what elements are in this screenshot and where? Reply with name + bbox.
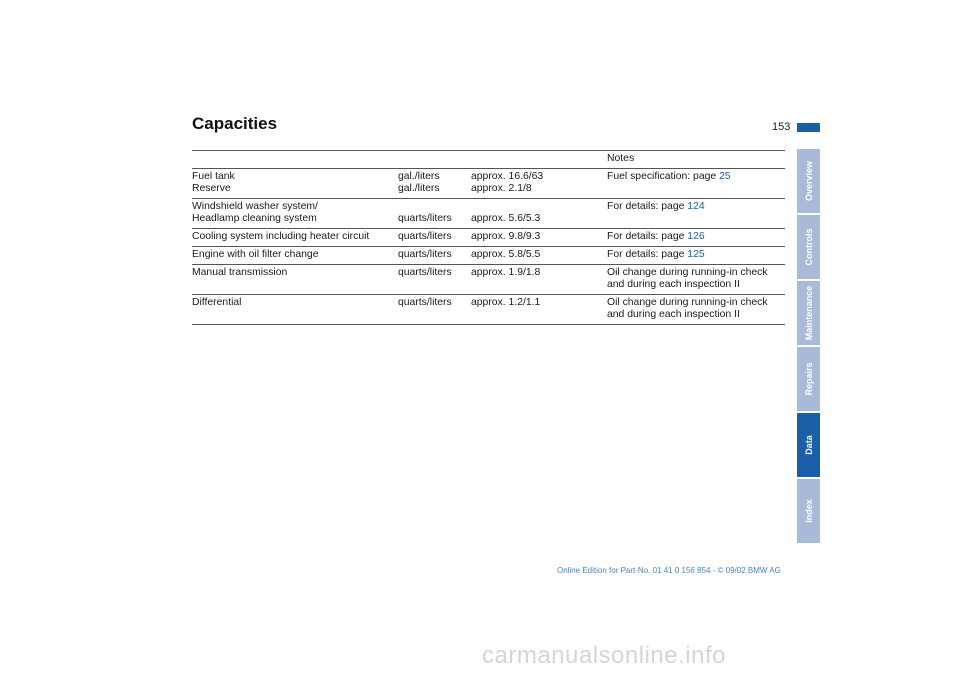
table-row <box>192 229 785 247</box>
table-row <box>192 265 785 295</box>
note-text: Fuel specification: page <box>607 171 720 182</box>
note-text: For details: page <box>607 249 688 260</box>
tab-index[interactable] <box>797 479 820 543</box>
item-cell: Cooling system including heater circuit <box>192 231 370 242</box>
page-link[interactable]: 25 <box>719 171 731 182</box>
header-notes: Notes <box>607 153 635 164</box>
page-title: Capacities <box>192 114 278 133</box>
tab-label: Controls <box>803 228 814 266</box>
notes-cell <box>607 247 785 265</box>
unit-cell: quarts/liters <box>398 267 452 278</box>
table-header-row <box>192 151 785 169</box>
page-number: 153 <box>772 121 791 133</box>
unit-cell: quarts/liters <box>398 213 452 224</box>
amount-cell: approx. 16.6/63 approx. 2.1/8 <box>471 171 544 194</box>
page-link[interactable]: 126 <box>687 231 705 242</box>
item-cell: Windshield washer system/ Headlamp cleaning system <box>192 201 318 224</box>
amount-cell: approx. 1.2/1.1 <box>471 297 541 308</box>
unit-cell: quarts/liters <box>398 231 452 242</box>
capacities-table <box>192 150 785 325</box>
item-cell: Fuel tank Reserve <box>192 171 235 194</box>
tab-controls[interactable] <box>797 215 820 279</box>
tab-label: Maintenance <box>803 285 814 341</box>
amount-cell: approx. 1.9/1.8 <box>471 267 541 278</box>
item-cell: Differential <box>192 297 242 308</box>
tab-data[interactable] <box>797 413 820 477</box>
notes-cell: Oil change during running-in check and during each inspection II <box>607 297 768 320</box>
tab-overview[interactable] <box>797 149 820 213</box>
tab-label: Repairs <box>803 362 814 396</box>
table-row <box>192 169 785 199</box>
unit-cell: quarts/liters <box>398 297 452 308</box>
notes-cell <box>607 199 785 229</box>
notes-cell <box>607 169 785 199</box>
tab-repairs[interactable] <box>797 347 820 411</box>
item-cell: Manual transmission <box>192 267 288 278</box>
note-text: For details: page <box>607 231 688 242</box>
tab-label: Overview <box>803 160 814 202</box>
notes-cell: Oil change during running-in check and during each inspection II <box>607 267 768 290</box>
header-unit <box>398 151 471 169</box>
watermark: carmanualsonline.info <box>482 642 726 669</box>
unit-cell: gal./liters gal./liters <box>398 171 440 194</box>
note-text: For details: page <box>607 201 688 212</box>
tab-label: Data <box>803 435 814 455</box>
table-row <box>192 199 785 229</box>
amount-cell: approx. 5.6/5.3 <box>471 213 541 224</box>
edition-footer: Online Edition for Part-No. 01 41 0 156 854 - © 09/02 BMW AG <box>557 566 781 575</box>
page-link[interactable]: 125 <box>687 249 705 260</box>
item-cell: Engine with oil filter change <box>192 249 319 260</box>
tab-maintenance[interactable] <box>797 281 820 345</box>
header-amount <box>471 151 607 169</box>
table-row <box>192 295 785 325</box>
page-number-marker <box>797 123 820 132</box>
tab-label: Index <box>803 499 814 523</box>
notes-cell <box>607 229 785 247</box>
amount-cell: approx. 5.8/5.5 <box>471 249 541 260</box>
header-item <box>192 151 398 169</box>
unit-cell: quarts/liters <box>398 249 452 260</box>
amount-cell: approx. 9.8/9.3 <box>471 231 541 242</box>
page-link[interactable]: 124 <box>687 201 705 212</box>
table-row <box>192 247 785 265</box>
